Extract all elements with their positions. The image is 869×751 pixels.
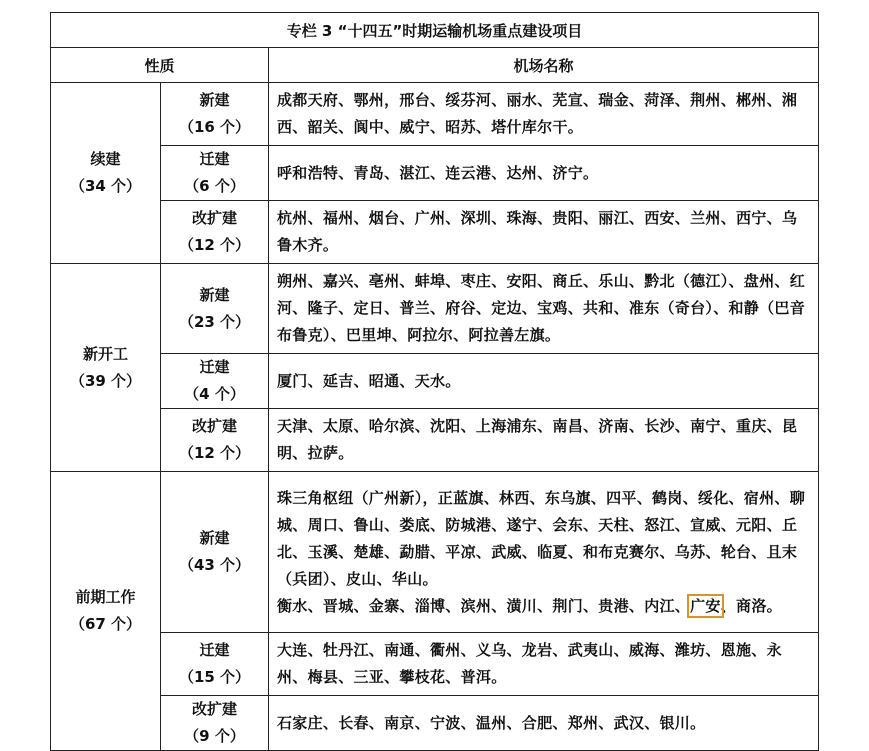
type-count: （12 个）: [178, 236, 251, 254]
airport-names-part: 衡水、晋城、金寨、淄博、滨州、潢川、荆门、贵港、内江、: [277, 596, 691, 615]
type-name: 迁建: [199, 358, 230, 376]
type-name: 新建: [199, 285, 230, 304]
type-cell: [161, 633, 269, 696]
table-row: [51, 472, 819, 633]
type-cell: [161, 696, 269, 751]
type-cell: [161, 264, 269, 354]
type-name: 改扩建: [191, 417, 237, 435]
group-count: （67 个）: [69, 615, 142, 633]
airport-names-cell: [269, 472, 819, 633]
table-row: [51, 354, 819, 409]
group-count: （34 个）: [69, 177, 142, 195]
table-row: [51, 696, 819, 751]
type-count: （15 个）: [178, 668, 251, 686]
group-cell-continuing: [51, 83, 161, 264]
airport-names: 厦门、延吉、昭通、天水。: [269, 354, 819, 409]
table-row: [51, 146, 819, 201]
group-name: 新开工: [82, 344, 128, 363]
type-name: 迁建: [199, 641, 230, 659]
type-name: 迁建: [199, 150, 230, 168]
airport-project-table: [50, 12, 819, 751]
highlighted-airport: 广安: [690, 596, 721, 615]
airport-names: 石家庄、长春、南京、宁波、温州、合肥、郑州、武汉、银川。: [269, 696, 819, 751]
header-nature: 性质: [51, 48, 269, 83]
group-cell-new-start: [51, 264, 161, 472]
type-cell: [161, 201, 269, 264]
airport-project-table-container: [50, 12, 818, 751]
type-cell: [161, 146, 269, 201]
type-count: （16 个）: [178, 118, 251, 136]
airport-names: 成都天府、鄂州，邢台、绥芬河、丽水、芜宣、瑞金、菏泽、荆州、郴州、湘西、韶关、阆中、威宁、昭苏、塔什库尔干。: [269, 83, 819, 146]
type-cell: [161, 83, 269, 146]
type-count: （6 个）: [184, 177, 245, 195]
type-name: 改扩建: [191, 209, 237, 227]
table-row: [51, 633, 819, 696]
group-cell-preliminary: [51, 472, 161, 751]
table-row: [51, 201, 819, 264]
airport-names: 杭州、福州、烟台、广州、深圳、珠海、贵阳、丽江、西安、兰州、西宁、乌鲁木齐。: [269, 201, 819, 264]
airport-names: 珠三角枢纽（广州新），正蓝旗、林西、东乌旗、四平、鹤岗、绥化、宿州、聊城、周口、鲁山、娄底、防城港、遂宁、会东、天柱、怒江、宣威、元阳、丘北、玉溪、楚雄、勐腊、平凉、武威、临夏、和布克赛尔、乌苏、轮台、且末（兵团）、皮山、华山。: [277, 488, 806, 588]
airport-names: 大连、牡丹江、南通、衢州、义乌、龙岩、武夷山、威海、潍坊、恩施、永州、梅县、三亚、攀枝花、普洱。: [269, 633, 819, 696]
type-count: （9 个）: [184, 727, 245, 745]
group-name: 续建: [90, 150, 121, 168]
header-airport-names: 机场名称: [269, 48, 819, 83]
airport-names: 天津、太原、哈尔滨、沈阳、上海浦东、南昌、济南、长沙、南宁、重庆、昆明、拉萨。: [269, 409, 819, 472]
table-title: 专栏 3 “十四五”时期运输机场重点建设项目: [51, 13, 819, 48]
table-row: [51, 83, 819, 146]
type-count: （43 个）: [178, 556, 251, 574]
type-name: 新建: [199, 529, 230, 547]
type-count: （12 个）: [178, 444, 251, 462]
type-name: 改扩建: [191, 700, 237, 718]
type-count: （23 个）: [178, 312, 251, 331]
airport-names-extra: [277, 593, 812, 620]
group-name: 前期工作: [75, 588, 136, 606]
group-count: （39 个）: [69, 371, 142, 390]
table-row: [51, 409, 819, 472]
type-count: （4 个）: [184, 385, 245, 403]
type-cell: [161, 472, 269, 633]
type-cell: [161, 409, 269, 472]
airport-names: 朔州、嘉兴、亳州、蚌埠、枣庄、安阳、商丘、乐山、黔北（德江）、盘州、红河、隆子、定日、普兰、府谷、定边、宝鸡、共和、准东（奇台）、和静（巴音布鲁克）、巴里坤、阿拉尔、阿拉善左旗。: [269, 264, 819, 354]
airport-names-part: 、商洛。: [720, 596, 782, 615]
type-name: 新建: [199, 91, 230, 109]
airport-names: 呼和浩特、青岛、湛江、连云港、达州、济宁。: [269, 146, 819, 201]
type-cell: [161, 354, 269, 409]
table-row: [51, 264, 819, 354]
